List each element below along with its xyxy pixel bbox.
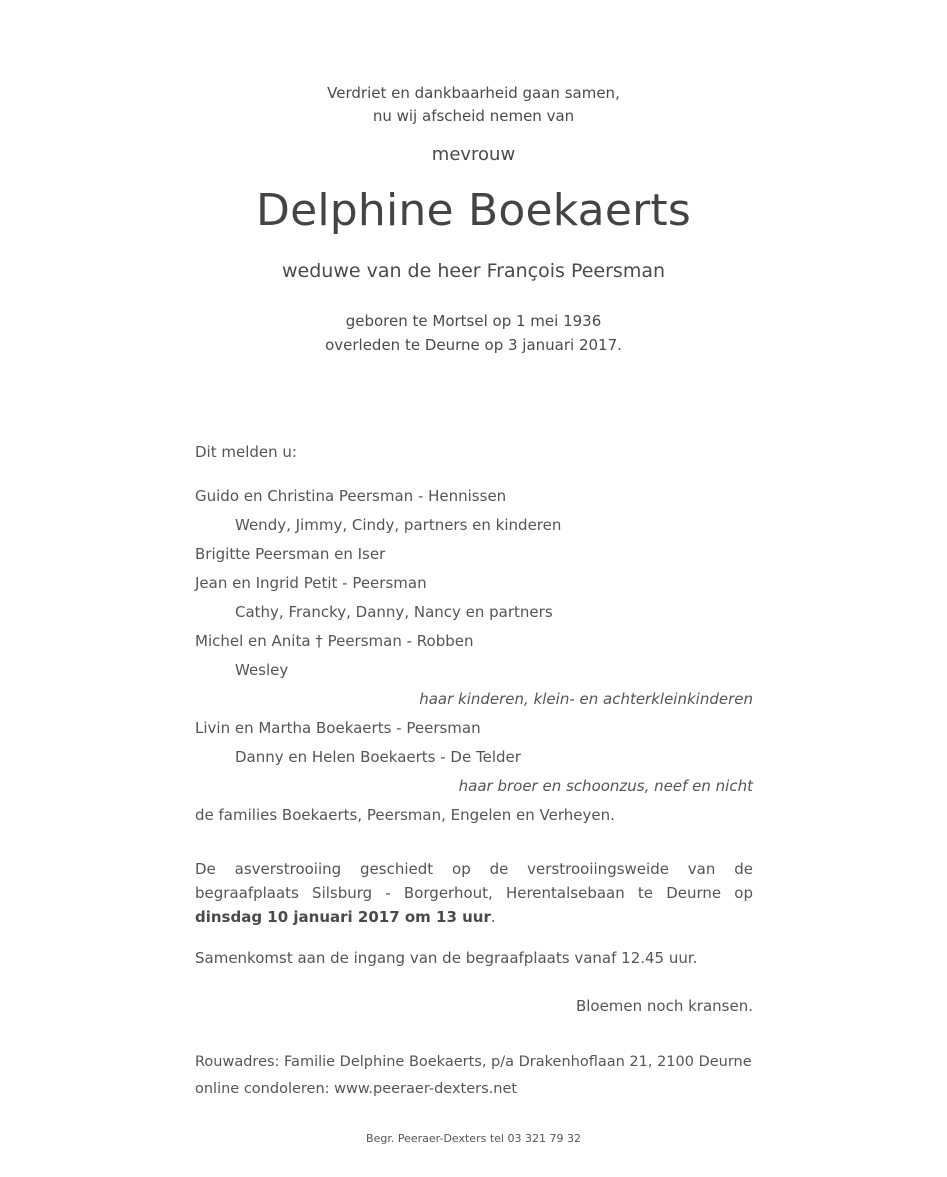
family-group-caption: haar broer en schoonzus, neef en nicht — [458, 777, 753, 795]
intro-line-1: Verdriet en dankbaarheid gaan samen, — [327, 84, 620, 102]
deceased-name: Delphine Boekaerts — [256, 185, 691, 236]
family-line: Guido en Christina Peersman - Hennissen — [195, 487, 507, 505]
family-line: Wesley — [235, 661, 289, 679]
family-list — [195, 484, 753, 832]
family-line: Livin en Martha Boekaerts - Peersman — [195, 719, 481, 737]
gathering-line: Samenkomst aan de ingang van de begraafplaats vanaf 12.45 uur. — [195, 949, 698, 967]
family-line: Danny en Helen Boekaerts - De Telder — [235, 748, 521, 766]
died-line: overleden te Deurne op 3 januari 2017. — [325, 336, 622, 354]
contact-block — [195, 1049, 753, 1103]
mourning-address: Rouwadres: Familie Delphine Boekaerts, p/a Drakenhoflaan 21, 2100 Deurne — [195, 1054, 752, 1070]
ceremony-date: dinsdag 10 januari 2017 om 13 uur — [195, 908, 491, 926]
family-group-caption: haar kinderen, klein- en achterkleinkinderen — [419, 690, 753, 708]
announcement-intro: Dit melden u: — [195, 443, 297, 461]
life-dates — [0, 309, 947, 357]
intro-line-2: nu wij afscheid nemen van — [372, 107, 575, 125]
family-line: Jean en Ingrid Petit - Peersman — [195, 574, 427, 592]
widow-of-line: weduwe van de heer François Peersman — [281, 260, 666, 282]
undertaker-footer: Begr. Peeraer-Dexters tel 03 321 79 32 — [366, 1132, 581, 1145]
family-line: Michel en Anita † Peersman - Robben — [195, 632, 474, 650]
ceremony-end: . — [490, 908, 496, 926]
ceremony-paragraph — [195, 857, 753, 929]
born-line: geboren te Mortsel op 1 mei 1936 — [345, 312, 602, 330]
family-line: de families Boekaerts, Peersman, Engelen en Verheyen. — [195, 806, 615, 824]
honorific: mevrouw — [431, 144, 516, 165]
family-line: Cathy, Francky, Danny, Nancy en partners — [235, 603, 553, 621]
family-line: Brigitte Peersman en Iser — [195, 545, 386, 563]
ceremony-text: De asverstrooiing geschiedt op de verstrooiingsweide van de begraafplaats Silsburg - Borgerhout, Herentalsebaan te Deurne op — [195, 860, 753, 902]
online-condolences: online condoleren: www.peeraer-dexters.net — [195, 1081, 518, 1097]
family-line: Wendy, Jimmy, Cindy, partners en kinderen — [235, 516, 562, 534]
intro-text — [0, 82, 947, 128]
flowers-line: Bloemen noch kransen. — [575, 997, 753, 1015]
